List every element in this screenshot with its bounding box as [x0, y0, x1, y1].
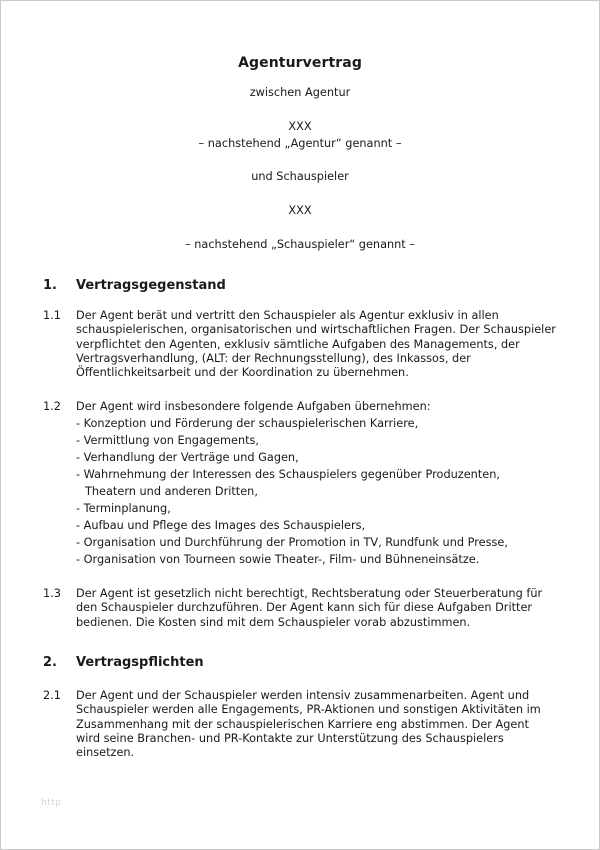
clause-line: Zusammenhang mit der schauspielerischen Karriere eng abstimmen. Der Agent	[76, 717, 529, 731]
party2-name: XXX	[288, 204, 312, 217]
list-item: - Aufbau und Pflege des Images des Schauspielers,	[76, 519, 366, 532]
list-item: - Vermittlung von Engagements,	[76, 434, 260, 447]
clause-1-2	[43, 400, 563, 414]
clause-number: 2.1	[43, 689, 61, 702]
clause-line: verpflichtet den Agenten, exklusiv sämtliche Aufgaben des Managements, der	[76, 337, 520, 351]
clause-2-1	[43, 689, 563, 760]
section-title: Vertragsgegenstand	[76, 278, 226, 293]
clause-line: bedienen. Die Kosten sind mit dem Schauspieler vorab abzustimmen.	[76, 615, 471, 629]
clause-number: 1.2	[43, 400, 61, 413]
section-number: 2.	[43, 655, 57, 670]
section-title: Vertragspflichten	[76, 655, 204, 670]
clause-line: Öffentlichkeitsarbeit und der Koordination zu übernehmen.	[76, 366, 409, 380]
list-item: - Verhandlung der Verträge und Gagen,	[76, 451, 299, 464]
party1-name: XXX	[288, 120, 312, 133]
party2-role: – nachstehend „Schauspieler“ genannt –	[185, 238, 415, 251]
clause-text	[76, 587, 563, 630]
document-title: Agenturvertrag	[238, 55, 362, 71]
clause-line: einsetzen.	[76, 746, 135, 760]
watermark: http	[41, 798, 62, 808]
list-item: - Wahrnehmung der Interessen des Schauspielers gegenüber Produzenten,	[76, 468, 500, 481]
list-item: - Organisation von Tourneen sowie Theater-, Film- und Bühneneinsätze.	[76, 553, 480, 566]
clause-line: wird seine Branchen- und PR-Kontakte zur Unterstützung des Schauspielers	[76, 731, 504, 745]
section-number: 1.	[43, 278, 57, 293]
list-item: - Organisation und Durchführung der Promotion in TV, Rundfunk und Presse,	[76, 536, 508, 549]
intro-and: und Schauspieler	[251, 170, 349, 183]
list-item: - Terminplanung,	[76, 502, 171, 515]
clause-line: Der Agent berät und vertritt den Schauspieler als Agentur exklusiv in allen	[76, 309, 499, 322]
task-list	[43, 415, 508, 568]
list-item-continuation: Theatern und anderen Dritten,	[85, 485, 258, 498]
section-1-heading	[43, 278, 226, 294]
clause-intro: Der Agent wird insbesondere folgende Aufgaben übernehmen:	[76, 400, 431, 413]
clause-number: 1.3	[43, 587, 61, 600]
clause-line: Schauspieler werden alle Engagements, PR-Aktionen und sonstigen Aktivitäten im	[76, 703, 541, 717]
intro-between: zwischen Agentur	[249, 86, 351, 99]
clause-line: schauspielerischen, organisatorischen und wirtschaftlichen Fragen. Der Schauspieler	[76, 323, 556, 337]
clause-1-3	[43, 587, 563, 630]
clause-line: den Schauspieler durchzuführen. Der Agent kann sich für diese Aufgaben Dritter	[76, 601, 533, 615]
section-2-heading	[43, 655, 204, 671]
clause-text	[76, 689, 563, 760]
list-item: - Konzeption und Förderung der schauspielerischen Karriere,	[76, 417, 419, 430]
clause-1-1	[43, 309, 563, 380]
clause-text	[76, 309, 563, 380]
clause-number: 1.1	[43, 309, 61, 322]
party1-role: – nachstehend „Agentur“ genannt –	[198, 137, 402, 150]
clause-line: Der Agent und der Schauspieler werden intensiv zusammenarbeiten. Agent und	[76, 689, 530, 702]
clause-line: Der Agent ist gesetzlich nicht berechtigt, Rechtsberatung oder Steuerberatung für	[76, 587, 543, 600]
clause-line: Vertragsverhandlung, (ALT: der Rechnungsstellung), des Inkassos, der	[76, 351, 471, 365]
